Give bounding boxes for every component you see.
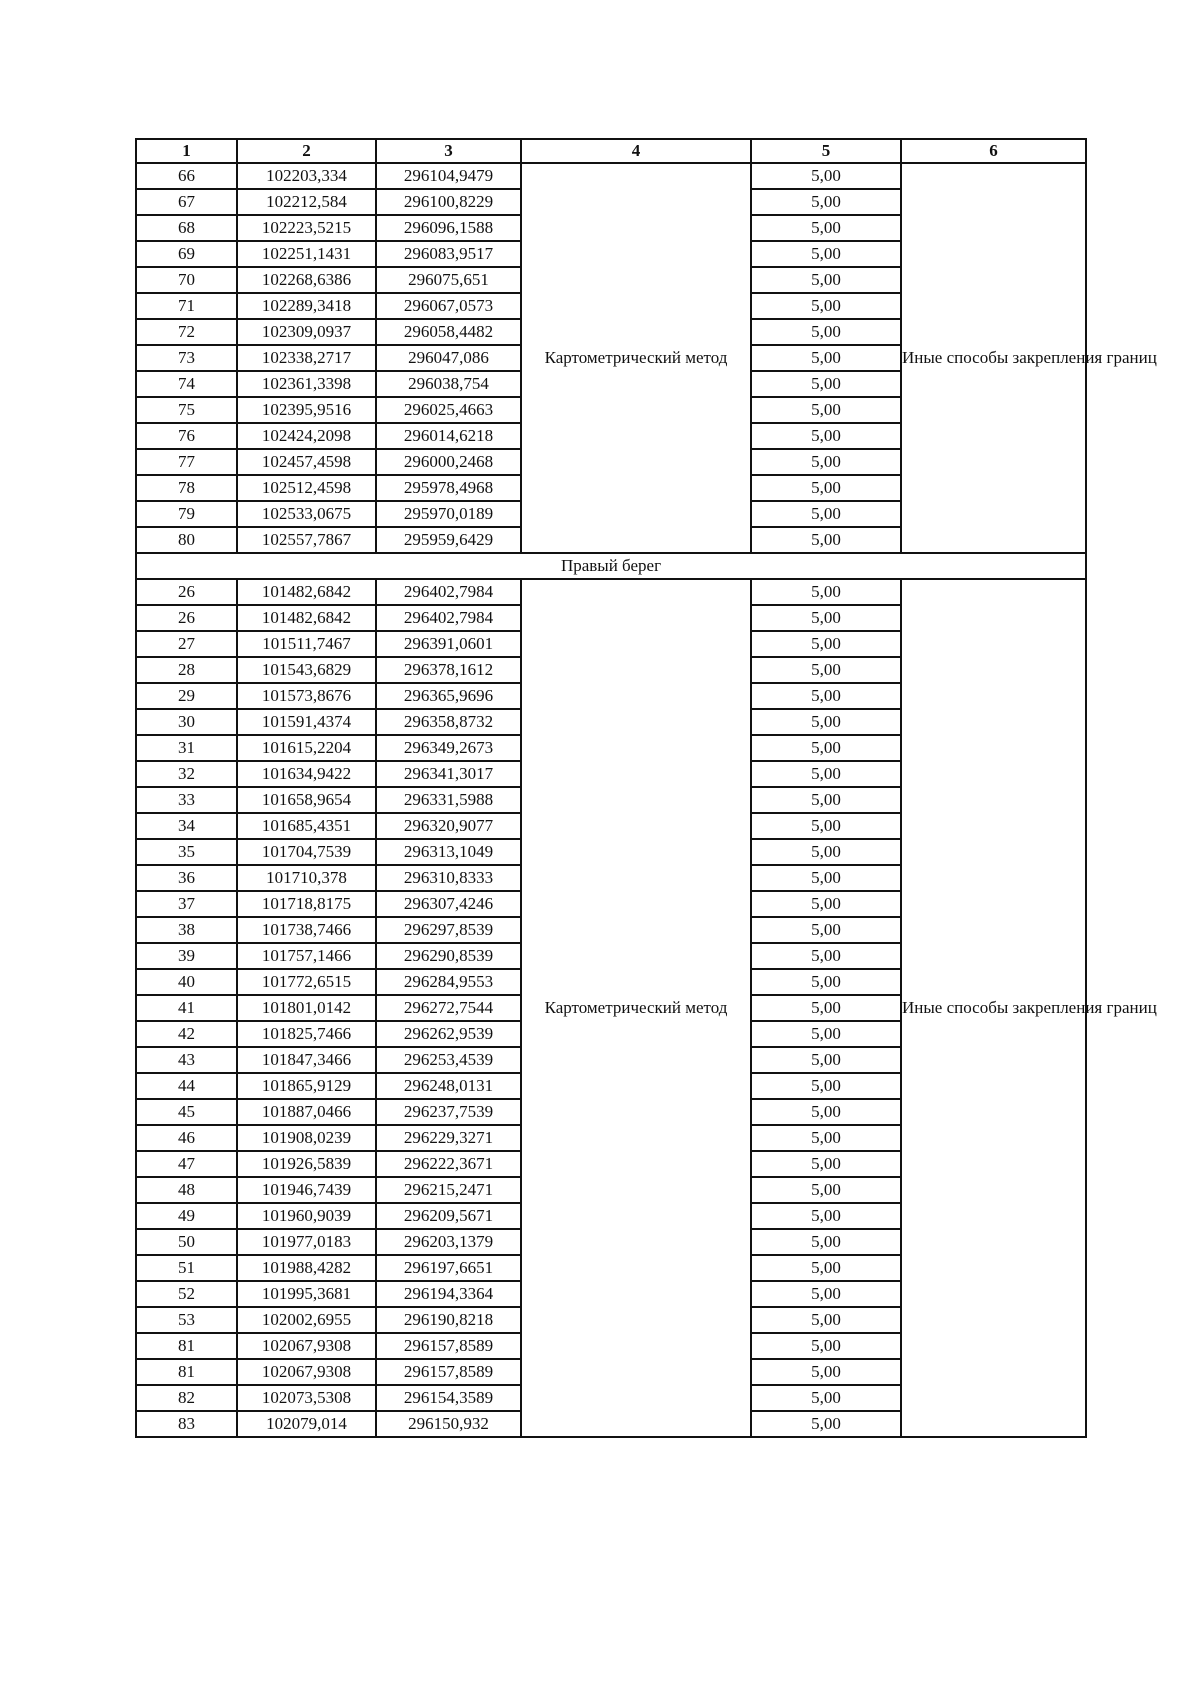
coordinate-y: 296157,8589 — [376, 1359, 521, 1385]
point-number: 35 — [136, 839, 237, 865]
coordinate-y: 296154,3589 — [376, 1385, 521, 1411]
header-col-5: 5 — [751, 139, 901, 163]
coordinate-y: 296402,7984 — [376, 605, 521, 631]
accuracy-value: 5,00 — [751, 657, 901, 683]
point-number: 52 — [136, 1281, 237, 1307]
coordinate-y: 295959,6429 — [376, 527, 521, 553]
accuracy-value: 5,00 — [751, 501, 901, 527]
accuracy-value: 5,00 — [751, 1073, 901, 1099]
point-number: 38 — [136, 917, 237, 943]
point-number: 40 — [136, 969, 237, 995]
coordinate-y: 296253,4539 — [376, 1047, 521, 1073]
point-number: 72 — [136, 319, 237, 345]
coordinate-y: 296313,1049 — [376, 839, 521, 865]
coordinate-x: 101482,6842 — [237, 579, 376, 605]
coordinate-y: 296000,2468 — [376, 449, 521, 475]
point-number: 81 — [136, 1333, 237, 1359]
coordinate-x: 101995,3681 — [237, 1281, 376, 1307]
table-row — [136, 163, 1086, 189]
coordinate-x: 101704,7539 — [237, 839, 376, 865]
fixing-method-cell: Иные способы закрепления границ — [901, 579, 1086, 1437]
coordinate-y: 296067,0573 — [376, 293, 521, 319]
method-cell: Картометрический метод — [521, 163, 751, 553]
coordinate-y: 296358,8732 — [376, 709, 521, 735]
coordinate-x: 102067,9308 — [237, 1333, 376, 1359]
header-col-1: 1 — [136, 139, 237, 163]
point-number: 34 — [136, 813, 237, 839]
accuracy-value: 5,00 — [751, 1385, 901, 1411]
point-number: 46 — [136, 1125, 237, 1151]
section-title-right-bank: Правый берег — [136, 553, 1086, 579]
point-number: 48 — [136, 1177, 237, 1203]
coordinate-x: 102268,6386 — [237, 267, 376, 293]
coordinate-y: 295978,4968 — [376, 475, 521, 501]
coordinate-y: 296349,2673 — [376, 735, 521, 761]
point-number: 49 — [136, 1203, 237, 1229]
coordinate-x: 101908,0239 — [237, 1125, 376, 1151]
coordinate-y: 296203,1379 — [376, 1229, 521, 1255]
coordinate-y: 296209,5671 — [376, 1203, 521, 1229]
point-number: 39 — [136, 943, 237, 969]
point-number: 80 — [136, 527, 237, 553]
coordinate-x: 101847,3466 — [237, 1047, 376, 1073]
coordinate-y: 296075,651 — [376, 267, 521, 293]
coordinate-y: 296104,9479 — [376, 163, 521, 189]
accuracy-value: 5,00 — [751, 1255, 901, 1281]
point-number: 29 — [136, 683, 237, 709]
point-number: 50 — [136, 1229, 237, 1255]
header-col-3: 3 — [376, 139, 521, 163]
coordinate-x: 101543,6829 — [237, 657, 376, 683]
header-col-2: 2 — [237, 139, 376, 163]
coordinate-x: 101591,4374 — [237, 709, 376, 735]
coordinate-y: 296262,9539 — [376, 1021, 521, 1047]
point-number: 71 — [136, 293, 237, 319]
accuracy-value: 5,00 — [751, 1281, 901, 1307]
coordinate-x: 101718,8175 — [237, 891, 376, 917]
coordinate-x: 102533,0675 — [237, 501, 376, 527]
point-number: 43 — [136, 1047, 237, 1073]
accuracy-value: 5,00 — [751, 1151, 901, 1177]
coordinate-y: 296025,4663 — [376, 397, 521, 423]
method-cell: Картометрический метод — [521, 579, 751, 1437]
coordinates-table — [135, 138, 1157, 1438]
coordinate-y: 296150,932 — [376, 1411, 521, 1437]
coordinate-x: 101573,8676 — [237, 683, 376, 709]
accuracy-value: 5,00 — [751, 761, 901, 787]
coordinate-y: 296237,7539 — [376, 1099, 521, 1125]
point-number: 79 — [136, 501, 237, 527]
point-number: 82 — [136, 1385, 237, 1411]
accuracy-value: 5,00 — [751, 1125, 901, 1151]
point-number: 27 — [136, 631, 237, 657]
coordinate-y: 295970,0189 — [376, 501, 521, 527]
coordinate-y: 296083,9517 — [376, 241, 521, 267]
coordinate-x: 101738,7466 — [237, 917, 376, 943]
point-number: 37 — [136, 891, 237, 917]
accuracy-value: 5,00 — [751, 1307, 901, 1333]
point-number: 69 — [136, 241, 237, 267]
coordinate-x: 101615,2204 — [237, 735, 376, 761]
coordinate-x: 101926,5839 — [237, 1151, 376, 1177]
coordinate-y: 296038,754 — [376, 371, 521, 397]
accuracy-value: 5,00 — [751, 1099, 901, 1125]
accuracy-value: 5,00 — [751, 475, 901, 501]
accuracy-value: 5,00 — [751, 969, 901, 995]
point-number: 68 — [136, 215, 237, 241]
coordinate-x: 102338,2717 — [237, 345, 376, 371]
coordinate-y: 296331,5988 — [376, 787, 521, 813]
coordinate-x: 102002,6955 — [237, 1307, 376, 1333]
coordinate-y: 296320,9077 — [376, 813, 521, 839]
accuracy-value: 5,00 — [751, 449, 901, 475]
coordinate-x: 101482,6842 — [237, 605, 376, 631]
coordinate-x: 102251,1431 — [237, 241, 376, 267]
accuracy-value: 5,00 — [751, 891, 901, 917]
accuracy-value: 5,00 — [751, 735, 901, 761]
accuracy-value: 5,00 — [751, 631, 901, 657]
accuracy-value: 5,00 — [751, 189, 901, 215]
coordinate-x: 102395,9516 — [237, 397, 376, 423]
point-number: 31 — [136, 735, 237, 761]
coordinate-x: 101710,378 — [237, 865, 376, 891]
coordinate-y: 296272,7544 — [376, 995, 521, 1021]
accuracy-value: 5,00 — [751, 1021, 901, 1047]
coordinate-y: 296096,1588 — [376, 215, 521, 241]
coordinate-y: 296297,8539 — [376, 917, 521, 943]
coordinate-x: 101685,4351 — [237, 813, 376, 839]
point-number: 30 — [136, 709, 237, 735]
coordinate-y: 296100,8229 — [376, 189, 521, 215]
point-number: 76 — [136, 423, 237, 449]
coordinate-y: 296190,8218 — [376, 1307, 521, 1333]
point-number: 75 — [136, 397, 237, 423]
coordinate-x: 101757,1466 — [237, 943, 376, 969]
coordinate-y: 296391,0601 — [376, 631, 521, 657]
accuracy-value: 5,00 — [751, 683, 901, 709]
fixing-method-cell: Иные способы закрепления границ — [901, 163, 1086, 553]
accuracy-value: 5,00 — [751, 579, 901, 605]
coordinate-x: 101960,9039 — [237, 1203, 376, 1229]
point-number: 77 — [136, 449, 237, 475]
accuracy-value: 5,00 — [751, 1047, 901, 1073]
header-col-4: 4 — [521, 139, 751, 163]
coordinate-y: 296229,3271 — [376, 1125, 521, 1151]
accuracy-value: 5,00 — [751, 605, 901, 631]
coordinate-y: 296194,3364 — [376, 1281, 521, 1307]
coordinate-y: 296058,4482 — [376, 319, 521, 345]
coordinate-y: 296157,8589 — [376, 1333, 521, 1359]
accuracy-value: 5,00 — [751, 1359, 901, 1385]
coordinate-x: 101825,7466 — [237, 1021, 376, 1047]
coordinate-y: 296341,3017 — [376, 761, 521, 787]
coordinate-x: 102223,5215 — [237, 215, 376, 241]
coordinate-x: 101946,7439 — [237, 1177, 376, 1203]
coordinate-x: 101801,0142 — [237, 995, 376, 1021]
coordinate-x: 101772,6515 — [237, 969, 376, 995]
point-number: 26 — [136, 579, 237, 605]
coordinate-y: 296197,6651 — [376, 1255, 521, 1281]
coordinate-y: 296378,1612 — [376, 657, 521, 683]
accuracy-value: 5,00 — [751, 1229, 901, 1255]
point-number: 66 — [136, 163, 237, 189]
coordinate-x: 101988,4282 — [237, 1255, 376, 1281]
coordinate-x: 101977,0183 — [237, 1229, 376, 1255]
coordinate-y: 296307,4246 — [376, 891, 521, 917]
accuracy-value: 5,00 — [751, 345, 901, 371]
accuracy-value: 5,00 — [751, 423, 901, 449]
coordinate-y: 296248,0131 — [376, 1073, 521, 1099]
coordinate-x: 101658,9654 — [237, 787, 376, 813]
header-row — [136, 139, 1086, 163]
point-number: 41 — [136, 995, 237, 1021]
point-number: 47 — [136, 1151, 237, 1177]
accuracy-value: 5,00 — [751, 1333, 901, 1359]
accuracy-value: 5,00 — [751, 917, 901, 943]
point-number: 28 — [136, 657, 237, 683]
coordinate-x: 102289,3418 — [237, 293, 376, 319]
point-number: 36 — [136, 865, 237, 891]
coordinate-y: 296310,8333 — [376, 865, 521, 891]
coordinate-x: 102067,9308 — [237, 1359, 376, 1385]
accuracy-value: 5,00 — [751, 397, 901, 423]
point-number: 44 — [136, 1073, 237, 1099]
coordinate-x: 102079,014 — [237, 1411, 376, 1437]
accuracy-value: 5,00 — [751, 995, 901, 1021]
point-number: 78 — [136, 475, 237, 501]
coordinate-x: 102557,7867 — [237, 527, 376, 553]
point-number: 70 — [136, 267, 237, 293]
coordinate-x: 102457,4598 — [237, 449, 376, 475]
accuracy-value: 5,00 — [751, 319, 901, 345]
coordinate-y: 296402,7984 — [376, 579, 521, 605]
point-number: 83 — [136, 1411, 237, 1437]
point-number: 67 — [136, 189, 237, 215]
section-row — [136, 553, 1086, 579]
accuracy-value: 5,00 — [751, 1411, 901, 1437]
accuracy-value: 5,00 — [751, 293, 901, 319]
coordinate-x: 102073,5308 — [237, 1385, 376, 1411]
coordinate-x: 102424,2098 — [237, 423, 376, 449]
coordinate-x: 102309,0937 — [237, 319, 376, 345]
accuracy-value: 5,00 — [751, 371, 901, 397]
coordinate-x: 102203,334 — [237, 163, 376, 189]
point-number: 42 — [136, 1021, 237, 1047]
table-row — [136, 579, 1086, 605]
header-col-6: 6 — [901, 139, 1086, 163]
point-number: 26 — [136, 605, 237, 631]
accuracy-value: 5,00 — [751, 215, 901, 241]
accuracy-value: 5,00 — [751, 943, 901, 969]
point-number: 32 — [136, 761, 237, 787]
point-number: 33 — [136, 787, 237, 813]
point-number: 81 — [136, 1359, 237, 1385]
coordinate-y: 296215,2471 — [376, 1177, 521, 1203]
coordinate-x: 101887,0466 — [237, 1099, 376, 1125]
coordinate-y: 296014,6218 — [376, 423, 521, 449]
document-page — [135, 138, 1157, 1438]
accuracy-value: 5,00 — [751, 709, 901, 735]
coordinate-x: 101865,9129 — [237, 1073, 376, 1099]
point-number: 53 — [136, 1307, 237, 1333]
coordinate-x: 102212,584 — [237, 189, 376, 215]
coordinate-y: 296222,3671 — [376, 1151, 521, 1177]
coordinate-x: 101634,9422 — [237, 761, 376, 787]
point-number: 45 — [136, 1099, 237, 1125]
coordinate-x: 101511,7467 — [237, 631, 376, 657]
accuracy-value: 5,00 — [751, 839, 901, 865]
point-number: 73 — [136, 345, 237, 371]
coordinate-x: 102512,4598 — [237, 475, 376, 501]
coordinate-x: 102361,3398 — [237, 371, 376, 397]
coordinate-y: 296365,9696 — [376, 683, 521, 709]
accuracy-value: 5,00 — [751, 787, 901, 813]
accuracy-value: 5,00 — [751, 241, 901, 267]
coordinate-y: 296290,8539 — [376, 943, 521, 969]
accuracy-value: 5,00 — [751, 163, 901, 189]
accuracy-value: 5,00 — [751, 865, 901, 891]
accuracy-value: 5,00 — [751, 267, 901, 293]
accuracy-value: 5,00 — [751, 527, 901, 553]
point-number: 51 — [136, 1255, 237, 1281]
point-number: 74 — [136, 371, 237, 397]
accuracy-value: 5,00 — [751, 1177, 901, 1203]
accuracy-value: 5,00 — [751, 813, 901, 839]
accuracy-value: 5,00 — [751, 1203, 901, 1229]
coordinate-y: 296284,9553 — [376, 969, 521, 995]
coordinate-y: 296047,086 — [376, 345, 521, 371]
